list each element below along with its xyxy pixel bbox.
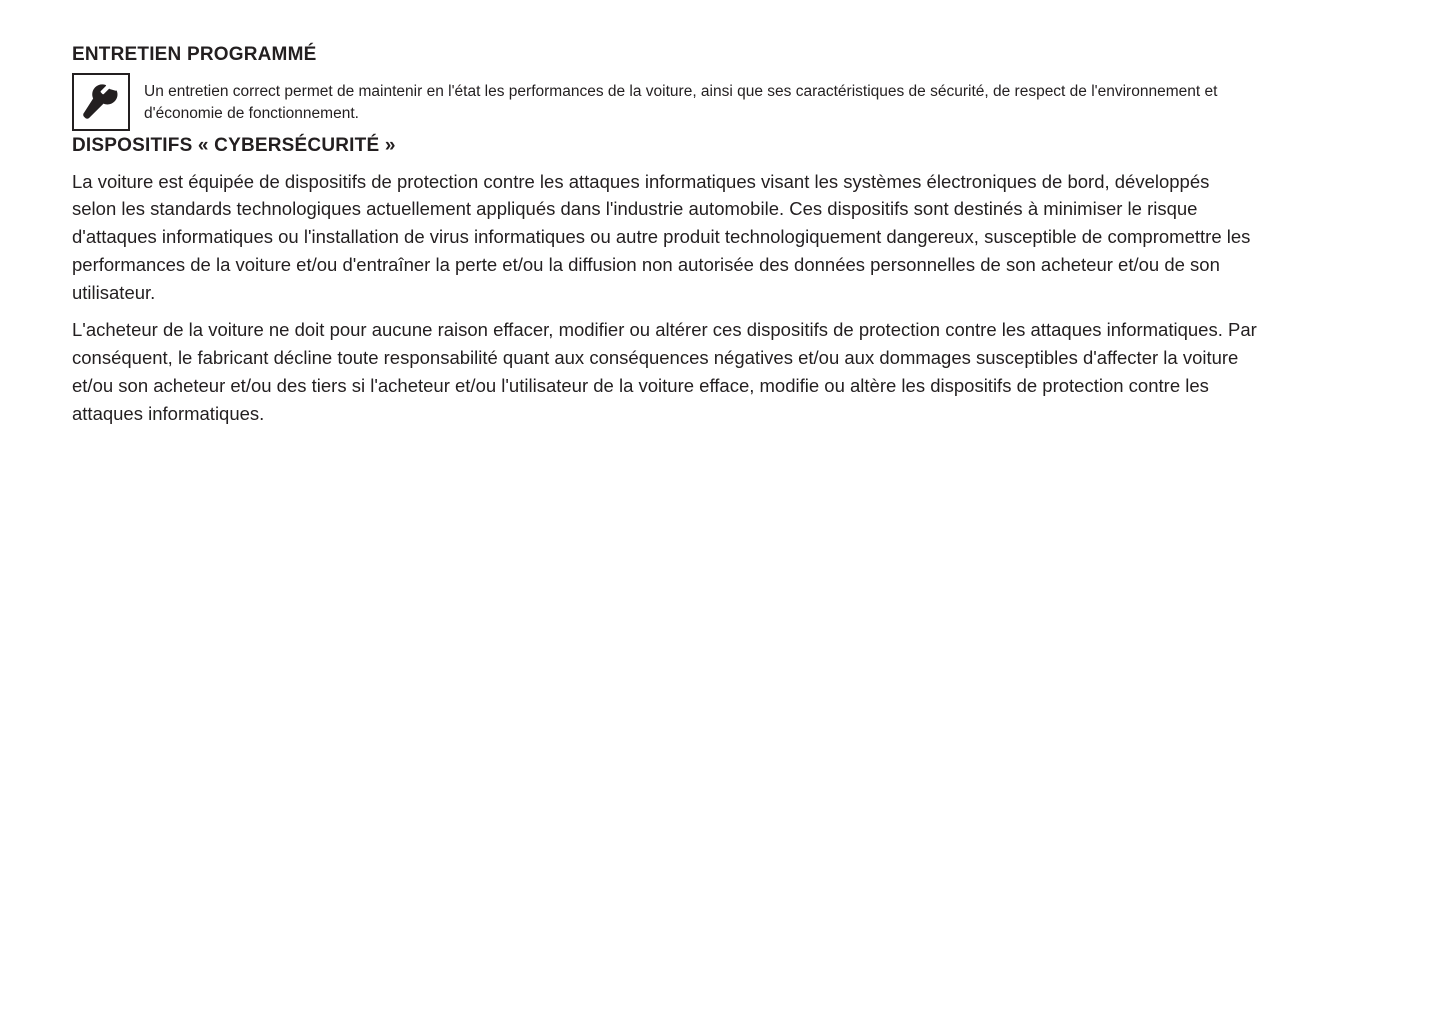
section-heading-maintenance: ENTRETIEN PROGRAMMÉ [72,44,317,65]
section-heading-cybersecurity: DISPOSITIFS « CYBERSÉCURITÉ » [72,134,396,156]
wrench-icon [72,73,130,131]
maintenance-note-text: Un entretien correct permet de maintenir en l'état les performances de la voiture, ainsi que ses caractéristiques de sécurité, de respect de l'environnement et d'économie de fonctionnement. [144,82,1218,123]
cybersecurity-paragraph-2: L'acheteur de la voiture ne doit pour aucune raison effacer, modifier ou altérer ces dispositifs de protection contre les attaques informatiques. Par conséquent, le fabricant décline toute responsabilité quant aux conséquences négatives et/ou aux dommages susceptibles d'affecter la voiture et/ou son acheteur et/ou des tiers si l'acheteur et/ou l'utilisateur de la voiture efface, modifie ou altère les dispositifs de protection contre les attaques informatiques. [72,319,1257,424]
maintenance-note [72,73,1257,131]
cybersecurity-paragraph-1: La voiture est équipée de dispositifs de protection contre les attaques informatiques visant les systèmes électroniques de bord, développés selon les standards technologiques actuellement appliqués dans l'industrie automobile. Ces dispositifs sont destinés à minimiser le risque d'attaques informatiques ou l'installation de virus informatiques ou autre produit technologiquement dangereux, susceptible de compromettre les performances de la voiture et/ou d'entraîner la perte et/ou la diffusion non autorisée des données personnelles de son acheteur et/ou de son utilisateur. [72,170,1251,303]
